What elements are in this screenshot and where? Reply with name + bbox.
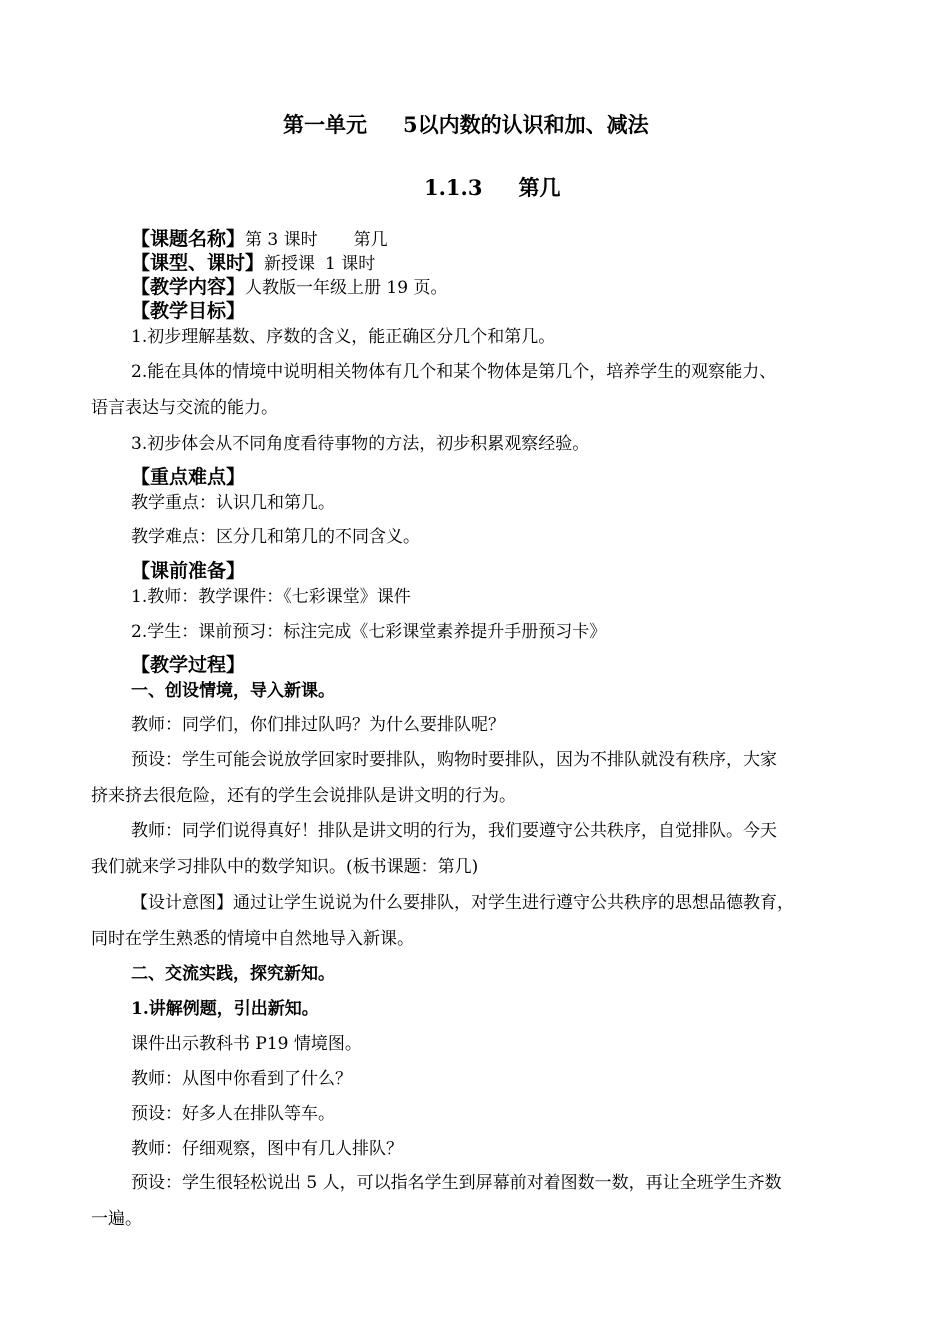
unit-topic: 5以内数的认识和加、减法	[403, 112, 649, 137]
lesson-number: 1.1.3	[424, 175, 483, 200]
meta-label: 【课型、课时】	[131, 252, 265, 274]
keypoints-heading: 【重点难点】	[131, 466, 246, 488]
keypoint-item: 教学难点：区分几和第几的不同含义。	[131, 527, 420, 547]
paragraph: 预设：学生很轻松说出 5 人，可以指名学生到屏幕前对着图数一数，再让全班学生齐数	[131, 1173, 782, 1193]
meta-value-2: 1 课时	[325, 254, 376, 274]
unit-label: 第一单元	[283, 112, 367, 137]
meta-row	[131, 227, 388, 252]
lesson-title	[0, 173, 950, 203]
preparation-item: 1.教师：教学课件：《七彩课堂》课件	[131, 587, 411, 607]
subsection-heading: 1.讲解例题，引出新知。	[131, 999, 319, 1019]
meta-row	[131, 275, 447, 300]
objectives-heading: 【教学目标】	[131, 300, 246, 322]
section-heading: 一、创设情境，导入新课。	[131, 681, 335, 701]
paragraph: 教师：同学们，你们排过队吗？为什么要排队呢？	[131, 715, 505, 735]
keypoint-item: 教学重点：认识几和第几。	[131, 493, 335, 513]
objective-item: 语言表达与交流的能力。	[91, 398, 278, 418]
paragraph: 我们就来学习排队中的数学知识。(板书课题：第几)	[91, 857, 479, 877]
design-intent: 【设计意图】通过让学生说说为什么要排队，对学生进行遵守公共秩序的思想品德教育，	[131, 893, 794, 913]
paragraph: 预设：学生可能会说放学回家时要排队，购物时要排队，因为不排队就没有秩序，大家	[131, 750, 777, 770]
paragraph: 教师：从图中你看到了什么？	[131, 1069, 352, 1089]
meta-value: 第 3 课时	[245, 230, 318, 250]
objective-item: 2.能在具体的情境中说明相关物体有几个和某个物体是第几个，培养学生的观察能力、	[131, 362, 777, 382]
paragraph: 预设：好多人在排队等车。	[131, 1104, 335, 1124]
paragraph: 挤来挤去很危险，还有的学生会说排队是讲文明的行为。	[91, 786, 516, 806]
meta-label: 【课题名称】	[131, 228, 246, 250]
meta-value: 人教版一年级上册 19 页。	[245, 278, 448, 298]
meta-value: 新授课	[264, 254, 316, 274]
design-intent: 同时在学生熟悉的情境中自然地导入新课。	[91, 929, 414, 949]
meta-row	[131, 251, 375, 276]
lesson-name: 第几	[518, 175, 561, 200]
meta-label: 【教学内容】	[131, 276, 246, 298]
meta-value-2: 第几	[353, 230, 388, 250]
unit-title	[0, 110, 950, 140]
preparation-heading: 【课前准备】	[131, 560, 246, 582]
paragraph: 教师：仔细观察，图中有几人排队？	[131, 1139, 403, 1159]
paragraph: 课件出示教科书 P19 情境图。	[131, 1034, 362, 1054]
paragraph: 教师：同学们说得真好！排队是讲文明的行为，我们要遵守公共秩序，自觉排队。今天	[131, 821, 777, 841]
section-heading: 二、交流实践，探究新知。	[131, 964, 335, 984]
objective-item: 1.初步理解基数、序数的含义，能正确区分几个和第几。	[131, 327, 556, 347]
paragraph: 一遍。	[91, 1209, 142, 1229]
preparation-item: 2.学生：课前预习：标注完成《七彩课堂素养提升手册预习卡》	[131, 622, 607, 642]
objective-item: 3.初步体会从不同角度看待事物的方法，初步积累观察经验。	[131, 434, 590, 454]
process-heading: 【教学过程】	[131, 654, 246, 676]
